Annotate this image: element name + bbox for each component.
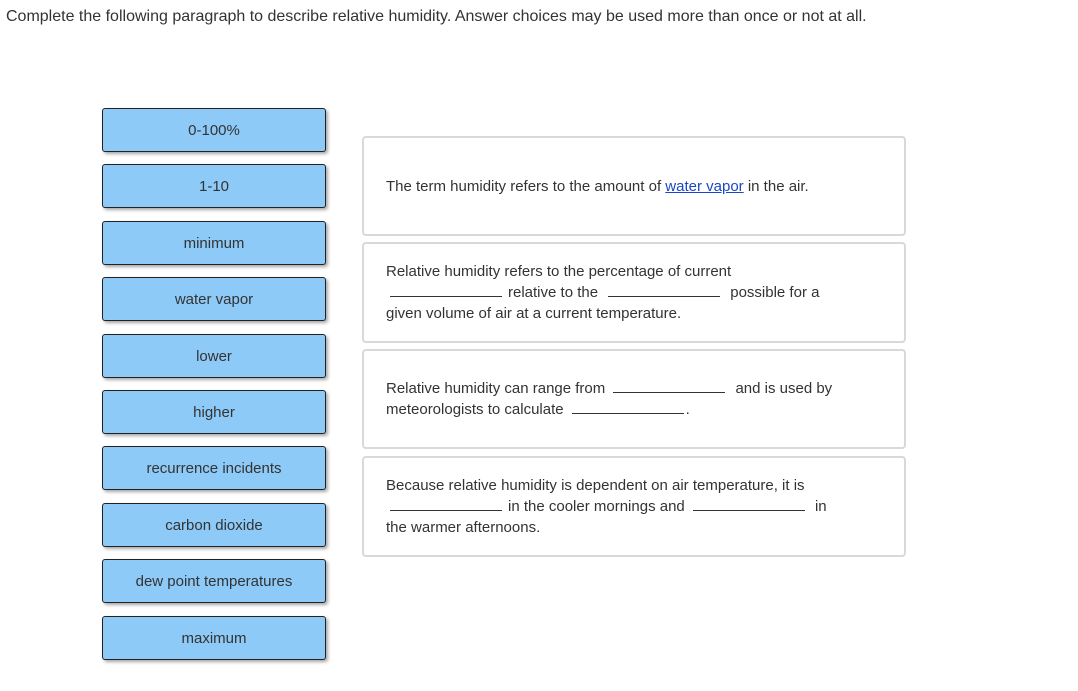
choice-carbon-dioxide[interactable]: carbon dioxide xyxy=(102,503,326,547)
choice-minimum[interactable]: minimum xyxy=(102,221,326,265)
filled-answer-water-vapor[interactable]: water vapor xyxy=(665,177,744,195)
choice-higher[interactable]: higher xyxy=(102,390,326,434)
statement-card-3 xyxy=(362,349,906,449)
instructions-text: Complete the following paragraph to describe relative humidity. Answer choices may be used more than once or not at all. xyxy=(6,8,867,25)
statement-card-1 xyxy=(362,136,906,236)
statement-card-2 xyxy=(362,242,906,343)
drop-blank-3a[interactable] xyxy=(613,378,725,393)
choice-dew-point-temperatures[interactable]: dew point temperatures xyxy=(102,559,326,603)
statement-4-text: Because relative humidity is dependent on air temperature, it is in the cooler mornings and in the warmer afternoons. xyxy=(386,477,827,536)
choice-1-10[interactable]: 1-10 xyxy=(102,164,326,208)
statement-3-text: Relative humidity can range from and is used by meteorologists to calculate . xyxy=(386,380,833,418)
choice-recurrence-incidents[interactable]: recurrence incidents xyxy=(102,446,326,490)
statement-1-text: The term humidity refers to the amount of water vapor in the air. xyxy=(386,177,809,195)
drop-blank-2a[interactable] xyxy=(390,282,502,297)
drop-blank-3b[interactable] xyxy=(572,399,684,414)
statement-card-4 xyxy=(362,456,906,557)
choice-water-vapor[interactable]: water vapor xyxy=(102,277,326,321)
statement-2-text: Relative humidity refers to the percentage of current relative to the possible for a given volume of air at a current temperature. xyxy=(386,263,820,322)
choice-lower[interactable]: lower xyxy=(102,334,326,378)
choice-maximum[interactable]: maximum xyxy=(102,616,326,660)
drop-blank-4b[interactable] xyxy=(693,496,805,511)
drop-blank-2b[interactable] xyxy=(608,282,720,297)
choice-0-100-percent[interactable]: 0-100% xyxy=(102,108,326,152)
drop-blank-4a[interactable] xyxy=(390,496,502,511)
